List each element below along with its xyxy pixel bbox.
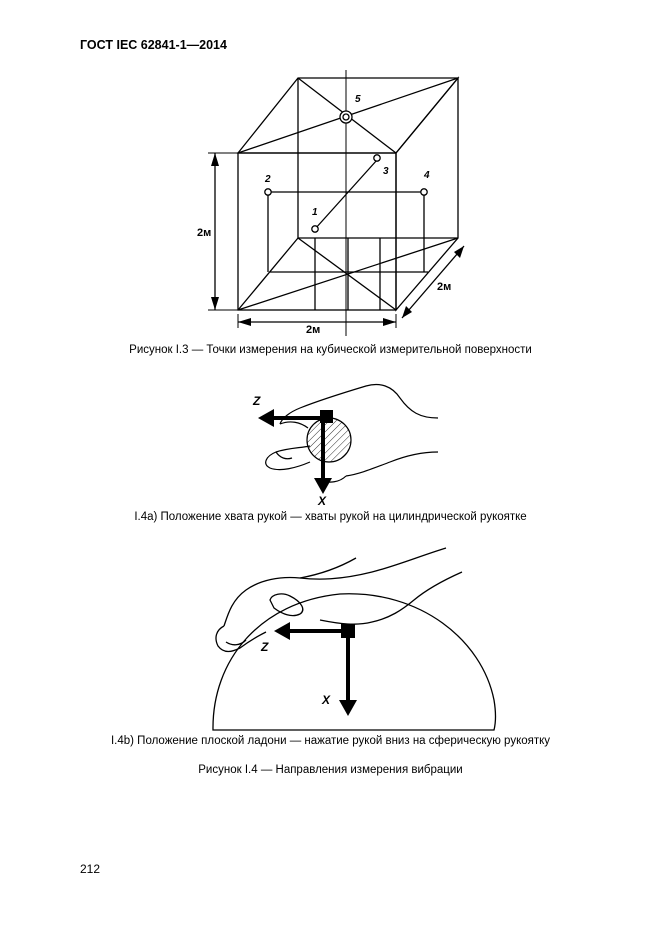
figure4-caption: Рисунок I.4 — Направления измерения вибрации <box>198 764 463 776</box>
point-label-5: 5 <box>355 94 361 105</box>
point-label-2: 2 <box>265 174 271 185</box>
page-number: 212 <box>80 862 101 876</box>
document-header: ГОСТ IEC 62841-1—2014 <box>80 38 227 52</box>
cube-measurement-figure <box>195 65 485 340</box>
dim-depth-label: 2м <box>437 281 452 293</box>
figure4a-caption: I.4a) Положение хвата рукой — хваты рукой на цилиндрической рукоятке <box>134 511 527 523</box>
palm-axis-x-label: X <box>322 693 331 707</box>
hand-grip-figure <box>240 378 450 508</box>
figure3-caption: Рисунок I.3 — Точки измерения на кубической измерительной поверхности <box>129 344 532 356</box>
figure4b-caption: I.4b) Положение плоской ладони — нажатие рукой вниз на сферическую рукоятку <box>110 735 551 747</box>
point-label-3: 3 <box>383 166 389 177</box>
point-label-1: 1 <box>312 207 318 218</box>
palm-press-figure <box>205 540 505 735</box>
dim-width-label: 2м <box>306 324 321 336</box>
palm-axis-z-label: Z <box>261 640 269 654</box>
point-label-4: 4 <box>424 170 430 181</box>
dim-height-label: 2м <box>197 227 212 239</box>
grip-axis-z-label: Z <box>253 394 261 408</box>
grip-axis-x-label: X <box>318 494 327 508</box>
